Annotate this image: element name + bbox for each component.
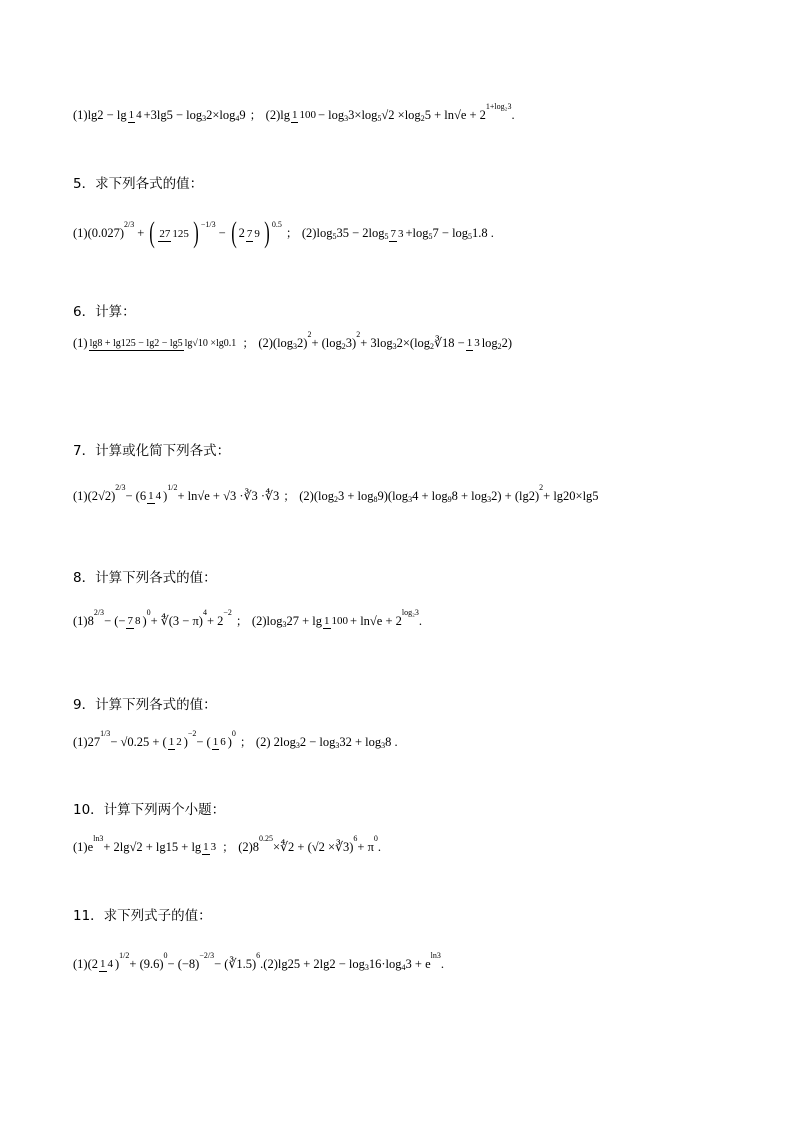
math-token: 7	[390, 227, 396, 240]
math-token: 5	[428, 232, 433, 241]
math-token: 4	[136, 109, 142, 121]
math-token: (2)(log	[258, 335, 294, 350]
math-token: 100	[331, 615, 349, 627]
math-token: ；	[242, 335, 255, 350]
math-token: )	[227, 734, 232, 749]
math-token: + (log	[311, 335, 342, 350]
math-token: 3	[487, 494, 492, 504]
math-token: (1)8	[73, 613, 94, 628]
math-token: 3	[397, 227, 404, 240]
problem-4-expression	[73, 101, 515, 123]
math-token: )	[115, 956, 120, 971]
math-token: 3	[474, 337, 480, 349]
problem-7-expression	[73, 482, 599, 504]
problem-6-heading: 6．计算：	[73, 304, 136, 320]
math-token	[389, 225, 404, 242]
math-token: 3)	[345, 335, 357, 350]
math-token: 0	[163, 950, 168, 960]
math-token: +	[137, 226, 145, 240]
math-token: 0	[231, 728, 236, 738]
math-token: 2/3	[93, 607, 105, 617]
math-token: log	[481, 335, 498, 350]
math-token: 5	[384, 232, 389, 241]
math-token: −2	[187, 728, 197, 738]
math-token: 4	[202, 607, 207, 617]
math-token: 2	[430, 341, 435, 351]
math-token: −2	[223, 607, 232, 617]
math-token: )	[142, 613, 147, 628]
math-token: 0.25	[259, 833, 274, 843]
math-token	[147, 487, 162, 504]
math-token: 35 − 2log	[336, 226, 385, 240]
math-token: 1	[466, 337, 473, 349]
problem-6-expression	[73, 329, 513, 351]
math-token: 32 + log	[339, 734, 382, 749]
math-token: (2)lg25 + 2lg2 − log	[263, 956, 365, 971]
math-token: 6	[220, 736, 226, 748]
math-token: 2	[307, 329, 312, 339]
math-token: +log	[405, 226, 429, 240]
math-token: 0	[146, 607, 151, 617]
math-token: 2	[356, 329, 361, 339]
math-token: .	[260, 956, 264, 971]
math-token: 2	[341, 341, 346, 351]
math-token: 7 − log	[432, 226, 469, 240]
math-token: .	[511, 107, 515, 122]
math-token: 2 − log	[299, 734, 336, 749]
problem-11-heading: 11．求下列式子的值：	[73, 908, 212, 924]
math-token: 1	[100, 958, 106, 970]
math-token: −1/3	[200, 220, 216, 229]
math-token: 0.5	[271, 220, 282, 229]
math-token: lg√10 ×lg0.1	[184, 338, 237, 349]
math-token: .	[418, 613, 423, 628]
math-token: 1/2	[119, 950, 130, 960]
math-token: 4	[235, 113, 240, 123]
math-token: (2) 2log	[255, 734, 296, 749]
math-token: 3	[293, 341, 298, 351]
math-token: 27	[159, 227, 171, 240]
problem-8-heading: 8．计算下列各式的值：	[73, 570, 217, 586]
math-token: 0	[373, 833, 378, 843]
math-token: − (−8)	[167, 956, 200, 971]
math-token: 8 + log	[451, 488, 488, 503]
math-token: 1	[212, 736, 219, 748]
math-token: ；	[249, 107, 262, 122]
math-token: 3 + e	[405, 956, 431, 971]
math-token: 2) + (lg2)	[491, 488, 540, 503]
math-token: 7	[127, 615, 133, 627]
math-token: 2/3	[115, 482, 126, 492]
math-token: + (9.6)	[129, 956, 164, 971]
math-token: (1)	[73, 335, 88, 350]
math-token	[168, 733, 183, 750]
math-token: 2	[176, 736, 182, 748]
math-token: 1	[168, 736, 175, 748]
math-token	[212, 733, 227, 750]
math-token: 3	[202, 113, 207, 123]
math-token	[89, 334, 238, 351]
math-token	[158, 225, 190, 242]
math-token: + 3log	[360, 335, 393, 350]
math-token: − (	[196, 734, 211, 749]
math-token: 8	[373, 494, 378, 504]
math-token: 1/3	[100, 728, 111, 738]
math-token: (1)e	[73, 839, 94, 854]
problem-7-heading: 7．计算或化简下列各式：	[73, 443, 231, 459]
math-token: −2/3	[199, 950, 215, 960]
math-token: + lg20×lg5	[543, 488, 599, 503]
math-token: + ln√e + √3 ·∛3 ·∜3	[177, 488, 280, 503]
math-token: 3	[335, 740, 340, 750]
math-token: 3	[282, 619, 287, 629]
math-token: 3	[408, 494, 413, 504]
math-token	[466, 334, 481, 351]
math-token: 5	[468, 232, 473, 241]
math-token: 2)	[297, 335, 308, 350]
math-token: 2×log	[206, 107, 236, 122]
math-token: 9)(log	[377, 488, 409, 503]
math-token: − log	[317, 107, 345, 122]
math-token: log₂3	[401, 607, 419, 617]
math-token: 4 + log	[412, 488, 448, 503]
math-token: + ln√e + 2	[350, 613, 402, 628]
math-token: − (−	[104, 613, 126, 628]
math-token: )	[264, 216, 270, 249]
math-token: − (6	[125, 488, 147, 503]
math-token: 2×(log	[396, 335, 431, 350]
math-token: .	[440, 956, 444, 971]
math-token: ；	[283, 488, 296, 503]
math-token: 1/2	[167, 482, 178, 492]
math-token: +3lg5 − log	[143, 107, 203, 122]
math-token: (1)27	[73, 734, 101, 749]
math-token: (2)(log	[299, 488, 334, 503]
problem-5-expression	[73, 218, 494, 248]
math-token: )	[183, 734, 188, 749]
math-token: 1	[128, 109, 135, 121]
problem-10-expression	[73, 833, 382, 855]
math-token: ×∜2 + (√2 ×∛3)	[273, 839, 354, 854]
math-token: + ∜(3 − π)	[150, 613, 203, 628]
math-token: ；	[239, 734, 252, 749]
math-token: 3×log	[348, 107, 378, 122]
math-token: 2	[238, 226, 245, 240]
math-token: 5	[377, 113, 382, 123]
problem-9-heading: 9．计算下列各式的值：	[73, 697, 217, 713]
math-token: (	[230, 216, 237, 249]
math-token: 1	[148, 490, 154, 502]
math-token: 2/3	[124, 220, 135, 229]
math-token: + 2	[206, 613, 224, 628]
math-token	[99, 955, 114, 972]
math-token: 6	[353, 833, 358, 843]
math-token: 4	[401, 962, 406, 972]
math-token: ；	[222, 839, 235, 854]
math-token: )	[193, 216, 199, 249]
problem-8-expression	[73, 607, 423, 629]
math-token: 2)	[501, 335, 513, 350]
math-token	[323, 612, 349, 629]
math-token: − (∛1.5)	[214, 956, 257, 971]
math-token: −	[218, 226, 226, 240]
math-token: 5	[332, 232, 337, 241]
math-token	[202, 838, 217, 855]
math-token: (1)(2	[73, 956, 98, 971]
math-token	[126, 612, 141, 629]
math-token: 9	[239, 107, 246, 122]
math-token: (1)	[73, 226, 88, 240]
math-token: (2)lg	[265, 107, 290, 122]
math-token: 3	[295, 740, 300, 750]
math-token: (1)lg2 − lg	[73, 107, 127, 122]
math-token: 3	[210, 841, 217, 853]
fraction	[291, 106, 317, 123]
problem-11-expression	[73, 950, 444, 972]
math-token: 1	[324, 615, 330, 627]
math-token: 3	[381, 740, 386, 750]
math-token: 125	[172, 227, 189, 240]
math-token: ；	[285, 226, 298, 240]
math-token: 6	[256, 950, 261, 960]
math-token: (2)log	[301, 226, 333, 240]
math-token: ln3	[430, 950, 441, 960]
problem-9-expression	[73, 728, 398, 750]
math-token: 7	[246, 227, 253, 240]
math-token: + π	[357, 839, 374, 854]
math-token: ln3	[93, 833, 104, 843]
math-token: 1	[203, 841, 209, 853]
math-token: (2)log	[251, 613, 283, 628]
math-token: 2	[539, 482, 544, 492]
math-token: (1)(2√2)	[73, 488, 116, 503]
math-token: 3 + log	[337, 488, 374, 503]
math-token: 5 + ln√e + 2	[424, 107, 486, 122]
problem-5-heading: 5．求下列各式的值：	[73, 176, 204, 192]
math-token: 9	[447, 494, 452, 504]
math-token: (	[149, 216, 156, 249]
math-token: (2)8	[238, 839, 260, 854]
math-token: 27 + lg	[286, 613, 323, 628]
math-token: + 2lg√2 + lg15 + lg	[103, 839, 202, 854]
math-token: 1.8 .	[472, 226, 494, 240]
math-token: lg8 + lg125 − lg2 − lg5	[89, 338, 183, 349]
fraction	[128, 106, 143, 123]
math-token: .	[377, 839, 382, 854]
math-token: 2	[420, 113, 425, 123]
math-token: 1+log₂3	[485, 101, 512, 111]
math-token: 9	[254, 227, 260, 240]
math-token: 8 .	[385, 734, 398, 749]
math-token: )	[163, 488, 168, 503]
math-token: 2	[497, 341, 502, 351]
math-token: 2	[333, 494, 338, 504]
math-token: √2 ×log	[381, 107, 421, 122]
math-token: ∛18 −	[434, 335, 465, 350]
math-token	[246, 225, 261, 242]
math-token: 3	[364, 962, 369, 972]
math-token: 4	[155, 490, 162, 502]
math-token: 8	[134, 615, 141, 627]
math-token: 3	[344, 113, 349, 123]
math-token: 100	[299, 109, 316, 121]
math-token: 4	[107, 958, 113, 970]
math-token: 16·log	[368, 956, 402, 971]
math-token: − √0.25 + (	[110, 734, 167, 749]
math-token: 1	[291, 109, 298, 121]
math-token: 3	[392, 341, 397, 351]
math-token: (0.027)	[87, 226, 125, 240]
problem-10-heading: 10．计算下列两个小题：	[73, 802, 226, 818]
math-token: ；	[235, 613, 248, 628]
